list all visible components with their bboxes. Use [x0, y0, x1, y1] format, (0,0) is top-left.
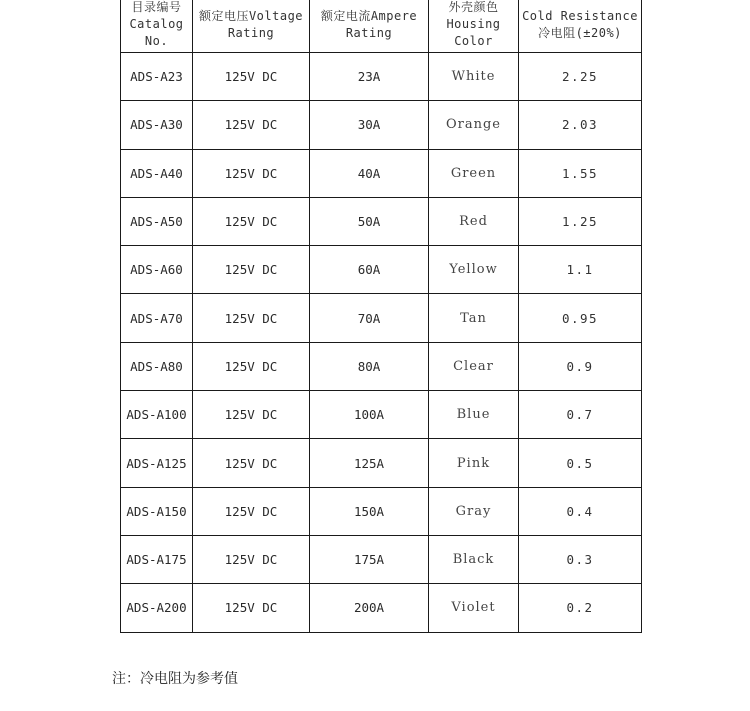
cell-housing-color: Clear [429, 342, 519, 390]
cell-voltage: 125V DC [193, 439, 310, 487]
cell-cold-resistance: 0.7 [519, 391, 642, 439]
table-row [121, 149, 642, 197]
cell-voltage: 125V DC [193, 294, 310, 342]
cell-ampere: 23A [310, 53, 429, 101]
table-row [121, 487, 642, 535]
cell-catalog: ADS-A60 [121, 246, 193, 294]
cell-cold-resistance: 2.03 [519, 101, 642, 149]
cell-catalog: ADS-A150 [121, 487, 193, 535]
cell-cold-resistance: 1.55 [519, 149, 642, 197]
cell-catalog: ADS-A30 [121, 101, 193, 149]
cell-housing-color: Pink [429, 439, 519, 487]
table-row [121, 294, 642, 342]
header-row [121, 0, 642, 53]
table-row [121, 53, 642, 101]
cell-ampere: 60A [310, 246, 429, 294]
footnote: 注：冷电阻为参考值 [112, 671, 238, 687]
cell-housing-color: Green [429, 149, 519, 197]
cell-ampere: 70A [310, 294, 429, 342]
cell-cold-resistance: 0.2 [519, 584, 642, 632]
cell-housing-color: Gray [429, 487, 519, 535]
table-row [121, 439, 642, 487]
cell-cold-resistance: 2.25 [519, 53, 642, 101]
cell-catalog: ADS-A80 [121, 342, 193, 390]
cell-catalog: ADS-A200 [121, 584, 193, 632]
header-ampere-line2: Rating [345, 25, 393, 40]
table-row [121, 535, 642, 583]
header-housing-color [429, 0, 519, 53]
cell-voltage: 125V DC [193, 197, 310, 245]
cell-housing-color: Orange [429, 101, 519, 149]
cell-housing-color: Violet [429, 584, 519, 632]
cell-cold-resistance: 0.9 [519, 342, 642, 390]
cell-catalog: ADS-A70 [121, 294, 193, 342]
cell-housing-color: White [429, 53, 519, 101]
cell-ampere: 150A [310, 487, 429, 535]
cell-catalog: ADS-A100 [121, 391, 193, 439]
cell-cold-resistance: 0.4 [519, 487, 642, 535]
table-row [121, 246, 642, 294]
header-ampere [310, 0, 429, 53]
cell-ampere: 100A [310, 391, 429, 439]
table-row [121, 342, 642, 390]
cell-voltage: 125V DC [193, 535, 310, 583]
cell-catalog: ADS-A23 [121, 53, 193, 101]
header-catalog-line1: 目录编号 [131, 0, 182, 14]
cell-voltage: 125V DC [193, 391, 310, 439]
spec-table [120, 0, 642, 633]
cell-voltage: 125V DC [193, 149, 310, 197]
header-housing-color-line1: 外壳颜色 [448, 0, 499, 14]
cell-voltage: 125V DC [193, 487, 310, 535]
cell-cold-resistance: 0.3 [519, 535, 642, 583]
cell-ampere: 125A [310, 439, 429, 487]
header-catalog [121, 0, 193, 53]
header-cold-resistance-line1: Cold Resistance [522, 8, 638, 23]
header-housing-color-line2: Housing [446, 17, 501, 31]
cell-voltage: 125V DC [193, 246, 310, 294]
cell-ampere: 175A [310, 535, 429, 583]
cell-catalog: ADS-A50 [121, 197, 193, 245]
table-row [121, 197, 642, 245]
cell-cold-resistance: 0.95 [519, 294, 642, 342]
cell-housing-color: Yellow [429, 246, 519, 294]
cell-catalog: ADS-A40 [121, 149, 193, 197]
cell-ampere: 30A [310, 101, 429, 149]
header-cold-resistance [519, 0, 642, 53]
cell-cold-resistance: 1.25 [519, 197, 642, 245]
header-voltage-line1: 额定电压Voltage [198, 8, 304, 23]
header-cold-resistance-line2: 冷电阻(±20%) [538, 25, 622, 40]
table-row [121, 101, 642, 149]
cell-ampere: 200A [310, 584, 429, 632]
cell-ampere: 50A [310, 197, 429, 245]
cell-catalog: ADS-A175 [121, 535, 193, 583]
cell-voltage: 125V DC [193, 584, 310, 632]
header-catalog-line2: Catalog [129, 17, 184, 31]
header-voltage-line2: Rating [227, 25, 275, 40]
cell-cold-resistance: 0.5 [519, 439, 642, 487]
cell-voltage: 125V DC [193, 101, 310, 149]
table-row [121, 584, 642, 632]
table-body [121, 53, 642, 633]
cell-voltage: 125V DC [193, 53, 310, 101]
cell-catalog: ADS-A125 [121, 439, 193, 487]
cell-cold-resistance: 1.1 [519, 246, 642, 294]
cell-ampere: 40A [310, 149, 429, 197]
table-row [121, 391, 642, 439]
header-catalog-line3: No. [144, 34, 169, 48]
header-housing-color-line3: Color [454, 34, 493, 48]
cell-ampere: 80A [310, 342, 429, 390]
cell-voltage: 125V DC [193, 342, 310, 390]
cell-housing-color: Black [429, 535, 519, 583]
cell-housing-color: Blue [429, 391, 519, 439]
cell-housing-color: Tan [429, 294, 519, 342]
header-voltage [193, 0, 310, 53]
header-ampere-line1: 额定电流Ampere [320, 8, 418, 23]
cell-housing-color: Red [429, 197, 519, 245]
